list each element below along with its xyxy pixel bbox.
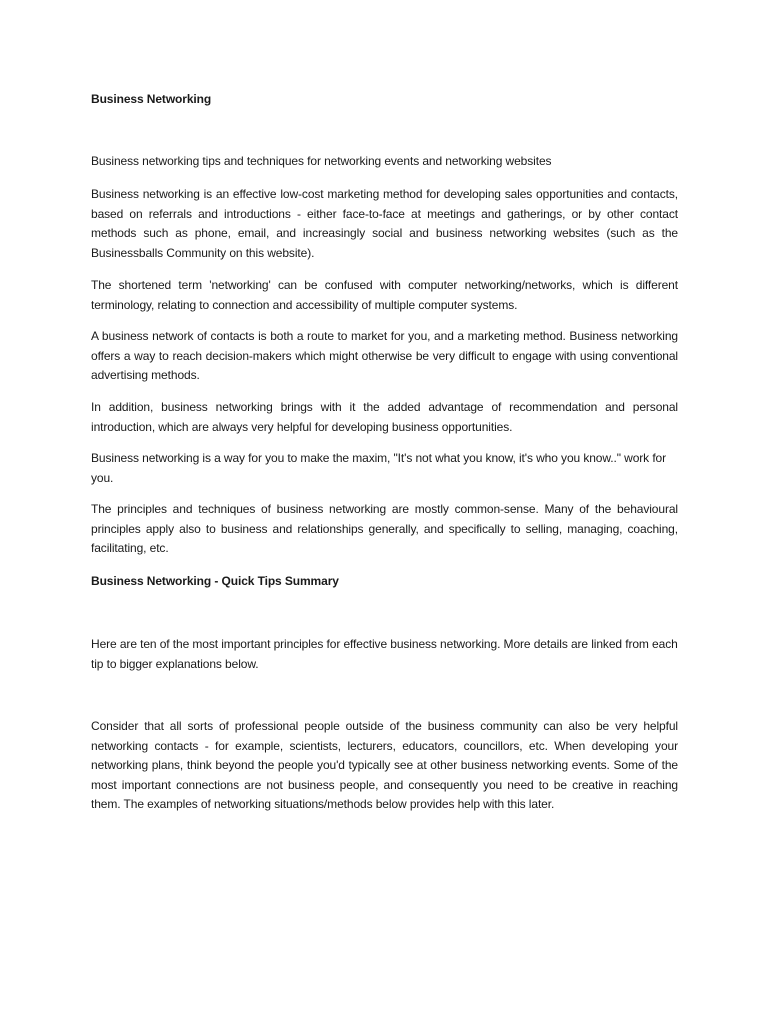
section-heading: Business Networking - Quick Tips Summary: [91, 574, 339, 588]
document-subtitle: Business networking tips and techniques for networking events and networking websites: [91, 154, 552, 168]
paragraph-6: The principles and techniques of business networking are mostly common-sense. Many of the behavioural principles apply also to business and relationships generally, and specifically to selling, managing, coaching, facilitating, etc.: [91, 502, 678, 555]
paragraph-3: A business network of contacts is both a route to market for you, and a marketing method. Business networking offers a way to reach decision-makers which might otherwise be very difficult to engage with using conventional advertising methods.: [91, 329, 678, 382]
paragraph-2: The shortened term 'networking' can be confused with computer networking/networks, which is different terminology, relating to connection and accessibility of multiple computer systems.: [91, 278, 678, 312]
paragraph-1: Business networking is an effective low-cost marketing method for developing sales opportunities and contacts, based on referrals and introductions - either face-to-face at meetings and gatherings, or by other contact methods such as phone, email, and increasingly social and business networking websites (such as the Businessballs Community on this website).: [91, 187, 678, 260]
document-title: Business Networking: [91, 92, 212, 106]
paragraph-5: Business networking is a way for you to make the maxim, "It's not what you know, it's who you know.." work for you.: [91, 451, 667, 485]
closing-paragraph: Consider that all sorts of professional people outside of the business community can also be very helpful networking contacts - for example, scientists, lecturers, educators, councillors, etc. When developing your networking plans, think beyond the people you'd typically see at other business networking events. Some of the most important connections are not business people, and consequently you need to be creative in reaching them. The examples of networking situations/methods below provides help with this later.: [91, 719, 678, 811]
tips-intro-paragraph: Here are ten of the most important principles for effective business networking. More details are linked from each tip to bigger explanations below.: [91, 637, 678, 671]
paragraph-4: In addition, business networking brings with it the added advantage of recommendation and personal introduction, which are always very helpful for developing business opportunities.: [91, 400, 678, 434]
